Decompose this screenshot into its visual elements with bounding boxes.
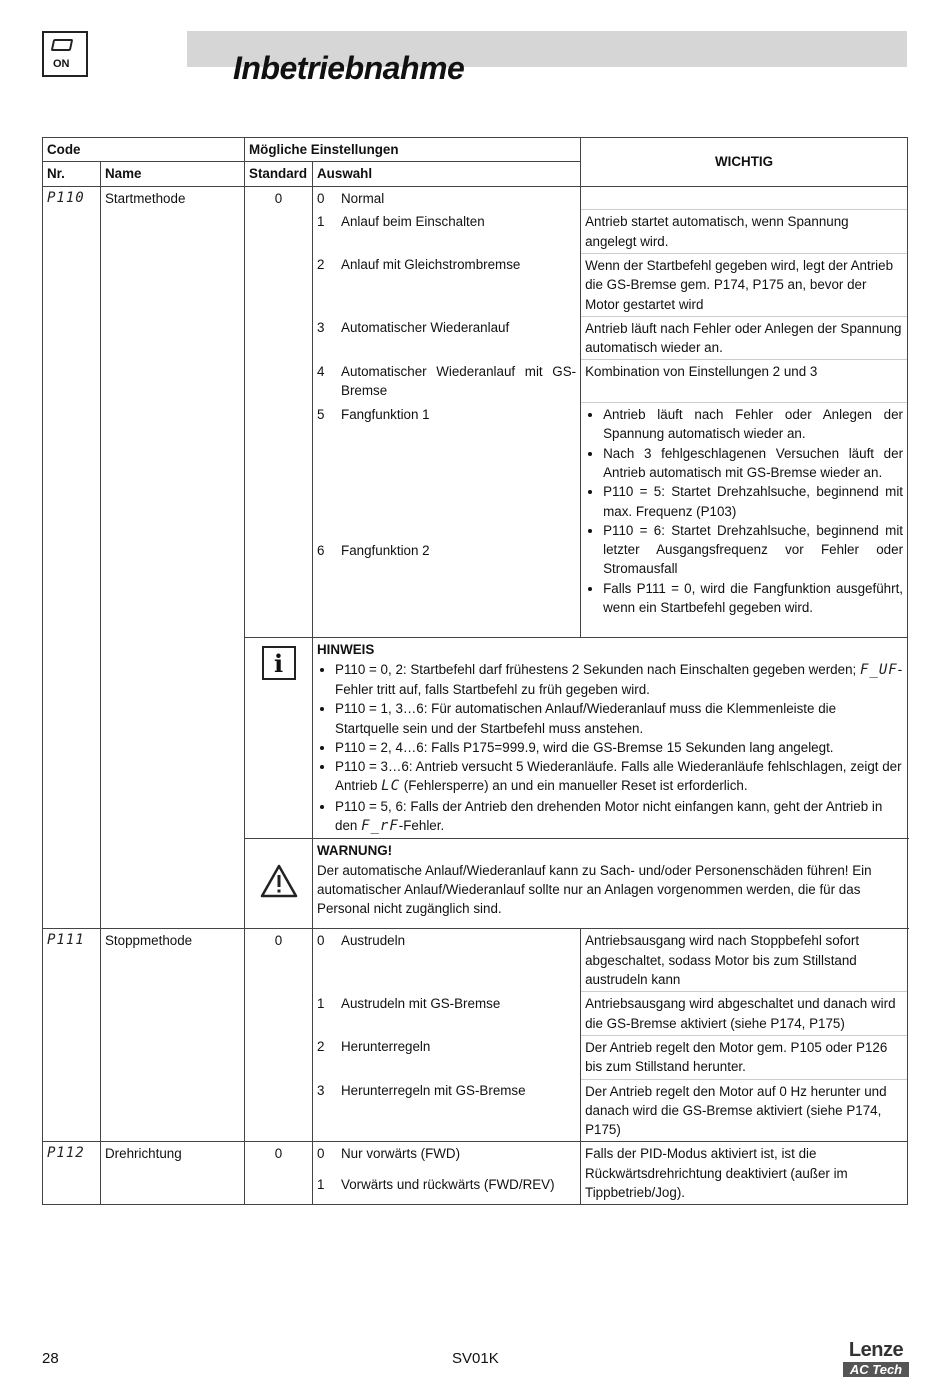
document-id: SV01K — [452, 1350, 499, 1367]
param-name-p110: Startmethode — [101, 186, 245, 929]
option-label: Austrudeln mit GS-Bremse — [341, 995, 501, 1011]
param-code-p112: P112 — [43, 1142, 101, 1205]
param-default-p110: 0 — [245, 186, 313, 638]
option-label: Normal — [341, 190, 385, 206]
col-name: Name — [101, 162, 245, 186]
col-code: Code — [43, 138, 245, 162]
hint-title: HINWEIS — [317, 642, 375, 658]
param-name-p112: Drehrichtung — [101, 1142, 245, 1205]
option-label: Anlauf mit Gleichstrombremse — [341, 257, 521, 273]
fang-notes: • Antrieb läuft nach Fehler oder Anlegen der Spannung automatisch wieder an. • Nach 3 fehlgeschlagenen Versuchen läuft der Antrieb automatisch mit GS-Bremse wieder an. • P110 = 5: Startet Drehzahlsuche, beginnend mit max. Frequenz (P103) • P110 = 6: Startet Drehzahlsuche, beginnend mit letzter Ausgangsfrequenz vor Fehler oder Stromausfall • Falls P111 = 0, wird die Fangfunktion ausgeführt, wenn ein Startbefehl gegeben wird. — [581, 403, 907, 638]
option-label: Anlauf beim Einschalten — [341, 213, 485, 229]
col-choice: Auswahl — [313, 162, 581, 186]
option-label: Nur vorwärts (FWD) — [341, 1146, 461, 1162]
p111-options: 0 Austrudeln Antriebsausgang wird nach Stoppbefehl sofort abgeschaltet, sodass Motor bis zum Stillstand austrudeln kann 1 Austrudeln mit GS-Bremse Antriebsausgang wird abgeschaltet und danach wird die GS-Bremse aktiviert (siehe P174, P175) 2 Herunterregeln Der Antrieb regelt den Motor gem. P105 oder P126 bis zum Stillstand herunter. 3 Herunterregeln mit GS-Bremse Der Antrieb regelt den Motor auf 0 Hz herunter und danach wird die GS-Bremse aktiviert (siehe P174, P175) — [313, 929, 907, 1141]
option-note: Wenn der Startbefehl gegeben wird, legt der Antrieb die GS-Bremse gem. P174, P175 an, bevor der Motor gestartet wird — [581, 253, 907, 316]
param-code-p111: P111 — [43, 929, 101, 1142]
p110-options: 0 Normal 1 Anlauf beim Einschalten Antrieb startet automatisch, wenn Spannung angelegt wird. 2 Anlauf mit Gleichstrombremse Wenn der Startbefehl gegeben wird, legt der Antrieb die GS-Bremse gem. P174, P175 an, bevor der Motor gestartet wird 3 Automatischer Wiederanlauf Antrieb läuft nach Fehler oder Anlegen der Spannung automatisch wieder an. 4 Automatischer Wiederanlauf mit GS-Bremse Kombination von Einstellungen 2 und 3 5 Fangfunktion 1 • Antrieb läuft nach Fehler oder Anlegen der Spannung automatisch wieder an. • Nach 3 fehlgeschlagenen Versuchen läuft der Antrieb automatisch mit GS-Bremse wieder an. • P110 = 5: Startet Drehzahlsuche, beginnend mit max. Frequenz (P103) • P110 = 6: Startet Drehzahlsuche, beginnend mit letzter Ausgangsfrequenz vor Fehler oder Stromausfall • Falls P111 = 0, wird die Fangfunktion ausgeführt, wenn ein Startbefehl gegeben wird. 6 Fangfunktion 2 — [313, 187, 907, 638]
col-nr: Nr. — [43, 162, 101, 186]
param-code-p110: P110 — [43, 186, 101, 929]
option-label: Automatischer Wiederanlauf — [341, 320, 510, 336]
parameter-table — [42, 137, 908, 1205]
page-number: 28 — [42, 1350, 59, 1367]
option-note: Falls der PID-Modus aktiviert ist, ist die Rückwärtsdrehrichtung deaktiviert (außer im Tippbetrieb/Jog). — [581, 1142, 908, 1204]
col-standard: Standard — [245, 162, 313, 186]
page-title: Inbetriebnahme — [233, 50, 465, 86]
option-note: Der Antrieb regelt den Motor auf 0 Hz herunter und danach wird die GS-Bremse aktiviert (siehe P174, P175) — [581, 1079, 907, 1141]
option-note: Antrieb läuft nach Fehler oder Anlegen der Spannung automatisch wieder an. — [581, 316, 907, 360]
option-note: Antrieb startet automatisch, wenn Spannung angelegt wird. — [581, 210, 907, 254]
option-label: Herunterregeln — [341, 1039, 431, 1055]
warning-icon — [260, 864, 298, 898]
on-switch-icon: ON — [42, 31, 88, 77]
option-note: Antriebsausgang wird nach Stoppbefehl sofort abgeschaltet, sodass Motor bis zum Stillstand austrudeln kann — [581, 929, 907, 991]
option-label: Vorwärts und rückwärts (FWD/REV) — [341, 1177, 555, 1193]
p112-options: 0 Nur vorwärts (FWD) Falls der PID-Modus aktiviert ist, ist die Rückwärtsdrehrichtung deaktiviert (außer im Tippbetrieb/Jog). 1 Vorwärts und rückwärts (FWD/REV) — [313, 1142, 907, 1204]
option-label: Automatischer Wiederanlauf mit GS-Bremse — [341, 363, 577, 399]
warning-title: WARNUNG! — [317, 843, 393, 859]
param-name-p111: Stoppmethode — [101, 929, 245, 1142]
info-icon: i — [262, 646, 296, 680]
warning-box — [313, 839, 908, 929]
option-note: Der Antrieb regelt den Motor gem. P105 oder P126 bis zum Stillstand herunter. — [581, 1035, 907, 1079]
param-default-p111: 0 — [245, 929, 313, 1142]
option-note: Antriebsausgang wird abgeschaltet und danach wird die GS-Bremse aktiviert (siehe P174, P175) — [581, 992, 907, 1036]
option-label: Fangfunktion 1 — [341, 406, 430, 422]
col-settings: Mögliche Einstellungen — [245, 138, 581, 162]
option-label: Austrudeln — [341, 933, 406, 949]
option-label: Fangfunktion 2 — [341, 542, 430, 558]
col-important: WICHTIG — [581, 138, 908, 187]
lenze-logo: Lenze AC Tech — [843, 1340, 909, 1377]
option-label: Herunterregeln mit GS-Bremse — [341, 1083, 526, 1099]
hint-box: HINWEIS • P110 = 0, 2: Startbefehl darf frühestens 2 Sekunden nach Einschalten gegeben werden; F_UF-Fehler tritt auf, falls Startbefehl zu früh gegeben wird. • P110 = 1, 3…6: Für automatischen Anlauf/Wiederanlauf muss die Klemmenleiste die Startquelle sein und der Startbefehl muss anstehen. • P110 = 2, 4…6: Falls P175=999.9, wird die GS-Bremse 15 Sekunden lang angelegt. • P110 = 3…6: Antrieb versucht 5 Wiederanläufe. Falls alle Wiederanläufe fehlschlagen, zeigt der Antrieb LC (Fehlersperre) an und ein manueller Reset ist erforderlich. • P110 = 5, 6: Falls der Antrieb den drehenden Motor nicht einfangen kann, geht der Antrieb in den F_rF-Fehler. — [313, 638, 908, 839]
param-default-p112: 0 — [245, 1142, 313, 1205]
warning-text: Der automatische Anlauf/Wiederanlauf kann zu Sach- und/oder Personenschäden führen! Ein automatischer Anlauf/Wiederanlauf sollte nur an Anlagen vorgenommen werden, die für das Personal nicht zugänglich sind. — [317, 862, 872, 917]
option-note: Kombination von Einstellungen 2 und 3 — [581, 360, 907, 403]
